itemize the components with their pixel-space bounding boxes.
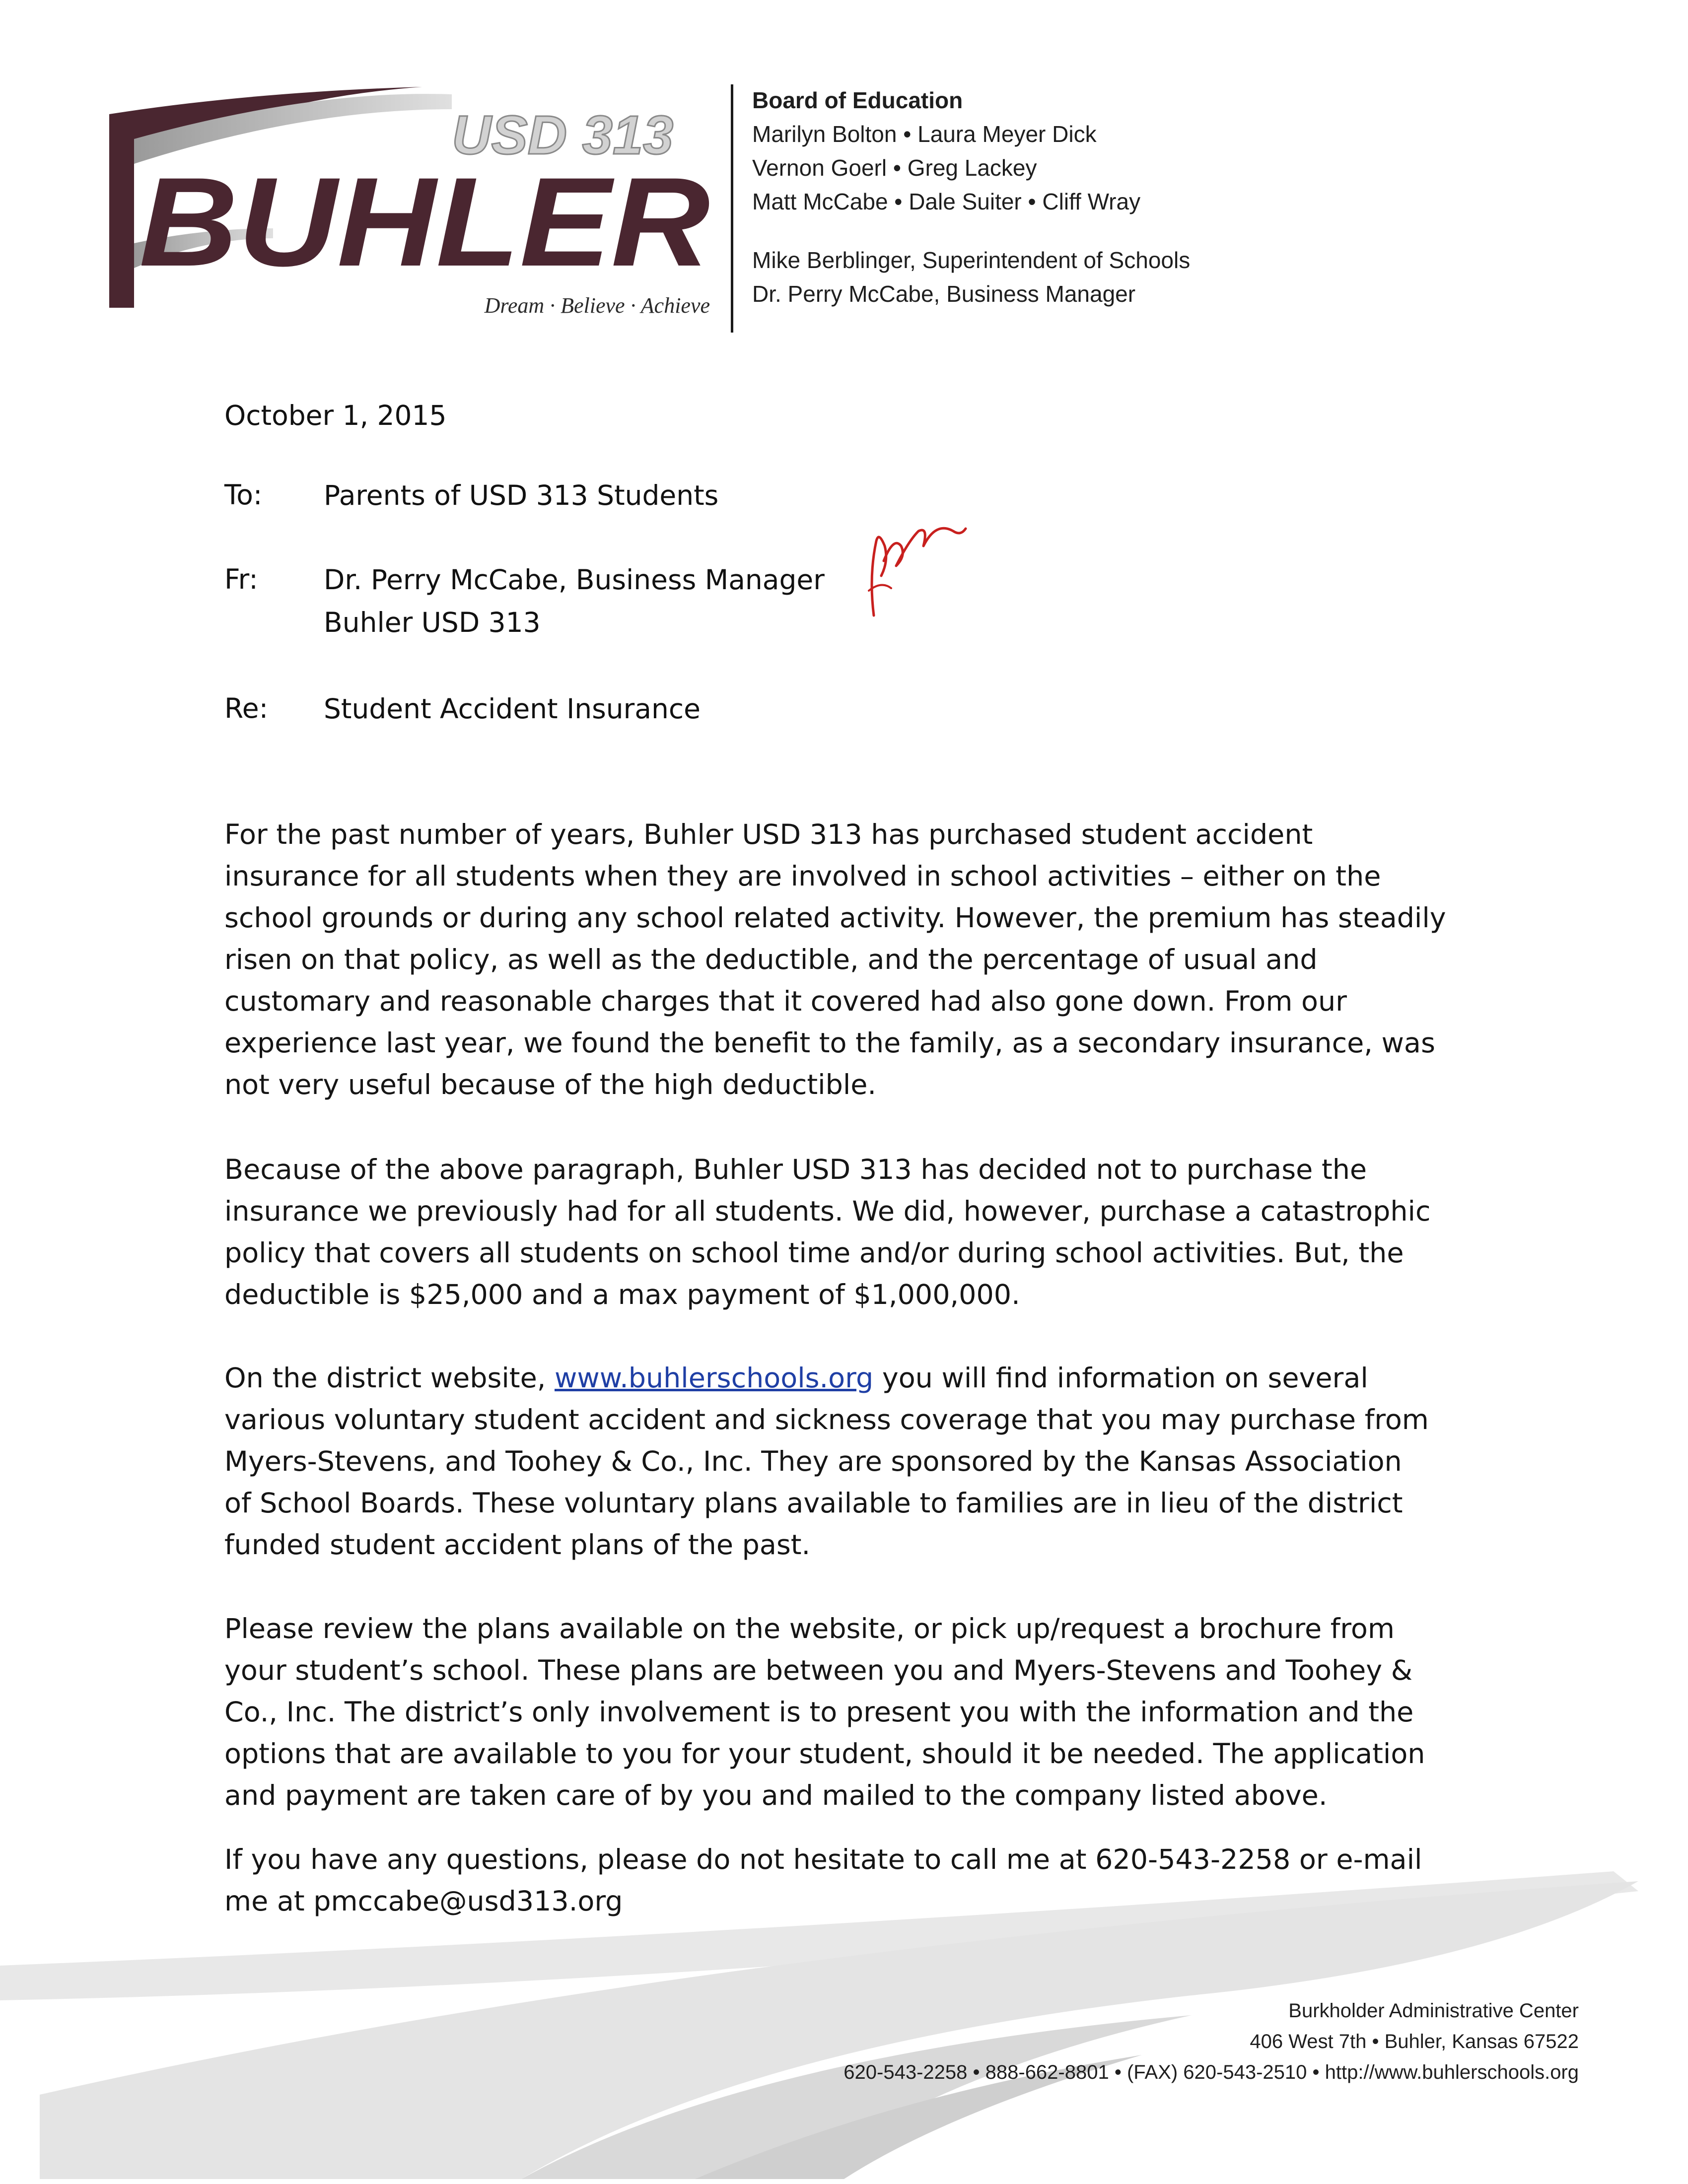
re-value: Student Accident Insurance [324, 693, 701, 725]
logo-buhler-text: BUHLER [139, 151, 710, 293]
paragraph-5: If you have any questions, please do not hesitate to call me at 620-543-2258 or e-mail me at pmccabe@usd313.org [224, 1843, 1422, 1917]
paragraph-4: Please review the plans available on the website, or pick up/request a brochure from your student’s school. These plans are between you and Myers-Stevens and Toohey & Co., Inc. The district’s only involvement is to present you with the information and the options that are available to you for your student, should it be needed. The application and payment are taken care of by you and mailed to the company listed above. [224, 1613, 1425, 1812]
paragraph-3: On the district website, www.buhlerschools.org you will find information on several various voluntary student accident and sickness coverage that you may purchase from Myers-Stevens, and Toohey & Co., Inc. They are sponsored by the Kansas Association of School Boards. These voluntary plans available to families are in lieu of the district funded student accident plans of the past. [224, 1362, 1429, 1561]
letterhead-divider [731, 84, 733, 333]
footer-address-block [844, 1995, 1579, 2088]
superintendent-line: Mike Berblinger, Superintendent of Schools [752, 247, 1191, 273]
from-value-line1: Dr. Perry McCabe, Business Manager [324, 564, 825, 596]
letter-date: October 1, 2015 [224, 400, 447, 431]
from-value-line2: Buhler USD 313 [324, 607, 541, 638]
logo-tagline: Dream · Believe · Achieve [484, 293, 710, 318]
footer-building: Burkholder Administrative Center [1288, 2000, 1579, 2022]
re-label: Re: [224, 692, 269, 724]
to-label: To: [224, 479, 263, 511]
business-manager-line: Dr. Perry McCabe, Business Manager [752, 281, 1136, 307]
from-value [324, 558, 825, 644]
paragraph-2: Because of the above paragraph, Buhler USD 313 has decided not to purchase the insurance we previously had for all students. We did, however, purchase a catastrophic policy that covers all students on school time and/or during school activities. But, the deductible is $25,000 and a max payment of $1,000,000. [224, 1154, 1431, 1311]
footer-address: 406 West 7th • Buhler, Kansas 67522 [1250, 2031, 1579, 2052]
district-logo [104, 79, 720, 328]
footer-contact: 620-543-2258 • 888-662-8801 • (FAX) 620-543-2510 • http://www.buhlerschools.org [844, 2061, 1579, 2083]
handwritten-initials [854, 501, 973, 640]
district-website-link[interactable]: www.buhlerschools.org [555, 1362, 874, 1394]
to-value: Parents of USD 313 Students [324, 479, 719, 511]
board-members-line1: Marilyn Bolton • Laura Meyer Dick [752, 121, 1097, 147]
logo-usd-text: USD 313 [452, 105, 674, 166]
board-of-education-block [752, 83, 1190, 311]
from-label: Fr: [224, 563, 258, 595]
board-members-line3: Matt McCabe • Dale Suiter • Cliff Wray [752, 189, 1141, 214]
board-title: Board of Education [752, 87, 963, 113]
board-members-line2: Vernon Goerl • Greg Lackey [752, 155, 1037, 181]
paragraph-1: For the past number of years, Buhler USD 313 has purchased student accident insurance for all students when they are involved in school activities – either on the school grounds or during any school related activity. However, the premium has steadily risen on that policy, as well as the deductible, and the percentage of usual and customary and reasonable charges that it covered had also gone down. From our experience last year, we found the benefit to the family, as a secondary insurance, was not very useful because of the high deductible. [224, 819, 1446, 1101]
